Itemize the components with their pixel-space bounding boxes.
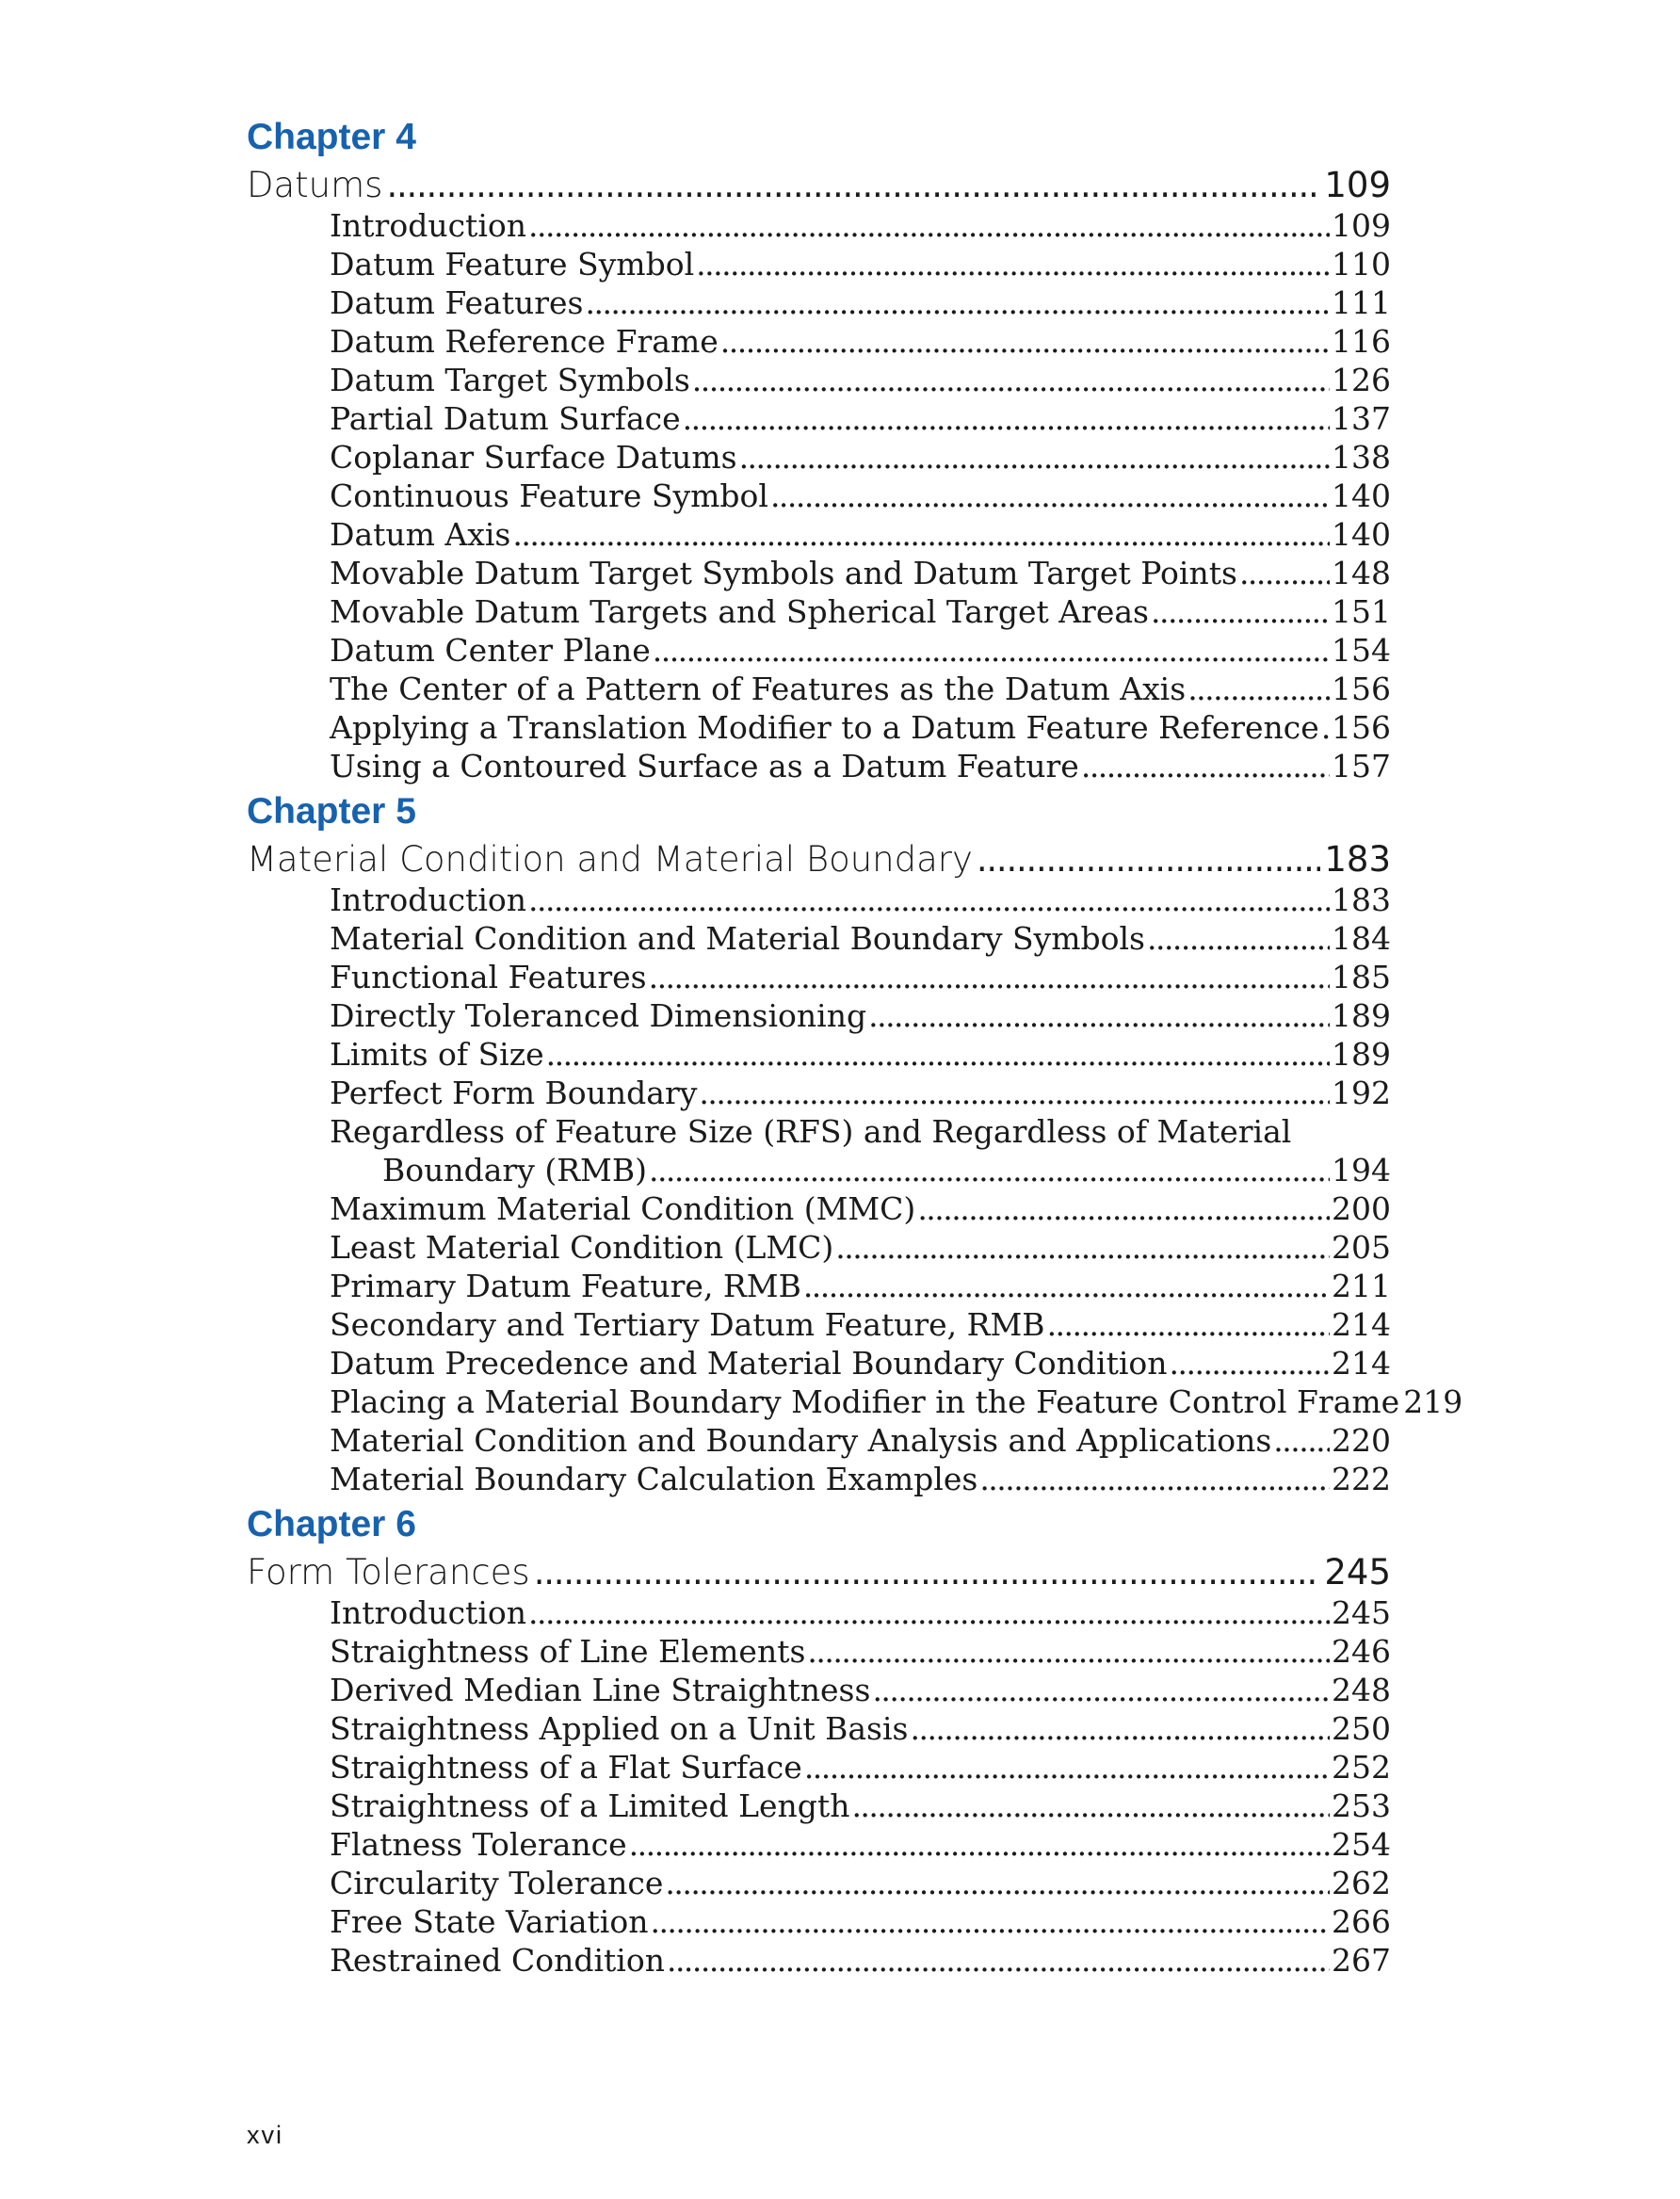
dot-leader bbox=[1151, 592, 1330, 631]
entry-title: Introduction bbox=[330, 881, 526, 918]
entry-page-number: 252 bbox=[1332, 1749, 1391, 1786]
entry-page-number: 220 bbox=[1332, 1422, 1391, 1459]
entry-title: Partial Datum Surface bbox=[330, 400, 681, 437]
entry-page-number: 250 bbox=[1332, 1710, 1391, 1747]
toc-entry[interactable] bbox=[330, 1864, 1391, 1902]
entry-title: Continuous Feature Symbol bbox=[330, 477, 768, 514]
entry-title: Material Boundary Calculation Examples bbox=[330, 1461, 978, 1497]
dot-leader bbox=[1170, 1344, 1330, 1382]
toc-entry[interactable] bbox=[330, 881, 1391, 919]
chapter-title-row[interactable] bbox=[247, 164, 1391, 206]
dot-leader bbox=[1187, 670, 1330, 708]
entry-page-number: 140 bbox=[1332, 516, 1391, 553]
entry-title: Applying a Translation Modifier to a Datum Feature Reference bbox=[330, 709, 1319, 746]
toc-entry[interactable] bbox=[330, 631, 1391, 670]
toc-entry[interactable] bbox=[330, 1709, 1391, 1748]
entry-title: The Center of a Pattern of Features as the Datum Axis bbox=[330, 671, 1187, 707]
toc-entry[interactable] bbox=[330, 1825, 1391, 1864]
toc-entry[interactable] bbox=[330, 515, 1391, 554]
entry-page-number: 211 bbox=[1332, 1268, 1391, 1304]
entry-title: Datum Features bbox=[330, 284, 584, 321]
dot-leader bbox=[868, 996, 1330, 1035]
dot-leader bbox=[683, 399, 1330, 438]
chapter-page-number: 245 bbox=[1324, 1552, 1391, 1593]
entry-title: Introduction bbox=[330, 207, 526, 244]
dot-leader bbox=[653, 631, 1330, 670]
entry-page-number: 137 bbox=[1332, 400, 1391, 437]
dot-leader bbox=[807, 1632, 1330, 1671]
toc-entry[interactable] bbox=[330, 1787, 1391, 1825]
entry-page-number: 222 bbox=[1332, 1461, 1391, 1497]
entry-title: Free State Variation bbox=[330, 1903, 649, 1940]
toc-entry[interactable] bbox=[330, 1228, 1391, 1267]
section-list bbox=[247, 206, 1391, 785]
entry-title: Introduction bbox=[330, 1594, 526, 1631]
entry-page-number: 157 bbox=[1332, 748, 1391, 784]
dot-leader bbox=[650, 1902, 1330, 1941]
toc-entry[interactable] bbox=[330, 361, 1391, 399]
entry-page-number: 246 bbox=[1332, 1633, 1391, 1670]
entry-title: Material Condition and Boundary Analysis and Applications bbox=[330, 1422, 1272, 1459]
entry-title: Datum Feature Symbol bbox=[330, 246, 695, 283]
toc-entry[interactable] bbox=[330, 283, 1391, 322]
dot-leader bbox=[667, 1941, 1330, 1980]
dot-leader bbox=[512, 515, 1330, 554]
entry-title: Coplanar Surface Datums bbox=[330, 439, 737, 476]
entry-title: Straightness of a Limited Length bbox=[330, 1787, 850, 1824]
entry-page-number: 184 bbox=[1332, 920, 1391, 957]
table-of-contents bbox=[247, 115, 1463, 1980]
entry-page-number: 254 bbox=[1332, 1826, 1391, 1863]
dot-leader bbox=[528, 1593, 1330, 1632]
toc-entry[interactable] bbox=[330, 1748, 1391, 1787]
toc-entry[interactable] bbox=[330, 1112, 1391, 1189]
dot-leader bbox=[1273, 1421, 1330, 1460]
entry-title: Secondary and Tertiary Datum Feature, RMB bbox=[330, 1306, 1045, 1343]
toc-entry[interactable] bbox=[330, 477, 1391, 515]
chapter-page-number: 109 bbox=[1324, 165, 1391, 205]
entry-continuation-row bbox=[330, 1151, 1391, 1189]
chapter-section bbox=[247, 1502, 1391, 1980]
section-list bbox=[247, 881, 1463, 1498]
dot-leader bbox=[977, 838, 1320, 881]
entry-title: Flatness Tolerance bbox=[330, 1826, 627, 1863]
entry-page-number: 219 bbox=[1403, 1383, 1463, 1420]
entry-page-number: 110 bbox=[1332, 246, 1391, 283]
entry-page-number: 205 bbox=[1332, 1229, 1391, 1266]
section-list bbox=[247, 1593, 1391, 1980]
entry-title: Circularity Tolerance bbox=[330, 1865, 664, 1901]
chapter-title: Datums bbox=[247, 165, 383, 205]
toc-entry[interactable] bbox=[330, 322, 1391, 361]
entry-title: Datum Center Plane bbox=[330, 632, 651, 669]
entry-title: Perfect Form Boundary bbox=[330, 1075, 698, 1111]
entry-title: Straightness Applied on a Unit Basis bbox=[330, 1710, 909, 1747]
entry-page-number: 189 bbox=[1332, 1036, 1391, 1073]
entry-title: Straightness of a Flat Surface bbox=[330, 1749, 802, 1786]
entry-page-number: 200 bbox=[1332, 1190, 1391, 1227]
toc-entry[interactable] bbox=[330, 1305, 1391, 1344]
toc-entry[interactable] bbox=[330, 438, 1391, 477]
entry-page-number: 138 bbox=[1332, 439, 1391, 476]
toc-entry[interactable] bbox=[330, 1941, 1391, 1980]
dot-leader bbox=[649, 1151, 1330, 1189]
dot-leader bbox=[546, 1035, 1330, 1074]
entry-title: Limits of Size bbox=[330, 1036, 544, 1073]
dot-leader bbox=[528, 206, 1330, 245]
entry-title: Primary Datum Feature, RMB bbox=[330, 1268, 801, 1304]
dot-leader bbox=[665, 1864, 1330, 1902]
dot-leader bbox=[1147, 919, 1330, 958]
toc-entry[interactable] bbox=[330, 592, 1391, 631]
toc-entry[interactable] bbox=[330, 1382, 1463, 1421]
chapter-title-row[interactable] bbox=[247, 838, 1391, 881]
toc-entry[interactable] bbox=[330, 1035, 1391, 1074]
entry-page-number: 154 bbox=[1332, 632, 1391, 669]
toc-entry[interactable] bbox=[330, 708, 1391, 747]
toc-entry[interactable] bbox=[330, 206, 1391, 245]
entry-page-number: 140 bbox=[1332, 477, 1391, 514]
entry-title: Regardless of Feature Size (RFS) and Regardless of Material bbox=[330, 1113, 1292, 1150]
entry-title: Movable Datum Target Symbols and Datum Target Points bbox=[330, 555, 1237, 591]
dot-leader bbox=[1047, 1305, 1330, 1344]
entry-page-number: 248 bbox=[1332, 1672, 1391, 1708]
chapter-label: Chapter 6 bbox=[247, 1504, 416, 1544]
entry-page-number: 214 bbox=[1332, 1345, 1391, 1382]
entry-page-number: 156 bbox=[1332, 709, 1391, 746]
entry-title: Directly Toleranced Dimensioning bbox=[330, 997, 867, 1034]
entry-page-number: 192 bbox=[1332, 1075, 1391, 1111]
entry-page-number: 151 bbox=[1332, 593, 1391, 630]
entry-title: Least Material Condition (LMC) bbox=[330, 1229, 834, 1266]
chapter-label: Chapter 5 bbox=[247, 791, 416, 832]
toc-entry[interactable] bbox=[330, 1344, 1391, 1382]
entry-page-number: 185 bbox=[1332, 959, 1391, 995]
toc-entry[interactable] bbox=[330, 670, 1391, 708]
dot-leader bbox=[720, 322, 1330, 361]
entry-page-number: 116 bbox=[1332, 323, 1391, 360]
toc-entry[interactable] bbox=[330, 1632, 1391, 1671]
dot-leader bbox=[979, 1460, 1330, 1498]
entry-page-number: 194 bbox=[1332, 1152, 1391, 1188]
entry-page-number: 266 bbox=[1332, 1903, 1391, 1940]
dot-leader bbox=[649, 958, 1330, 996]
entry-title: Datum Axis bbox=[330, 516, 511, 553]
dot-leader bbox=[696, 245, 1330, 283]
entry-page-number: 267 bbox=[1332, 1942, 1391, 1979]
entry-title: Movable Datum Targets and Spherical Target Areas bbox=[330, 593, 1149, 630]
entry-title: Straightness of Line Elements bbox=[330, 1633, 806, 1670]
dot-leader bbox=[534, 1551, 1321, 1594]
entry-page-number: 148 bbox=[1332, 555, 1391, 591]
chapter-page-number: 183 bbox=[1324, 839, 1391, 880]
chapter-label: Chapter 4 bbox=[247, 117, 416, 157]
dot-leader bbox=[692, 361, 1330, 399]
entry-title: Datum Precedence and Material Boundary Condition bbox=[330, 1345, 1168, 1382]
entry-title: Restrained Condition bbox=[330, 1942, 665, 1979]
toc-entry[interactable] bbox=[330, 1074, 1391, 1112]
dot-leader bbox=[803, 1267, 1330, 1305]
entry-title: Material Condition and Material Boundary Symbols bbox=[330, 920, 1145, 957]
dot-leader bbox=[1081, 747, 1330, 785]
entry-page-number: 262 bbox=[1332, 1865, 1391, 1901]
chapter-section bbox=[247, 115, 1391, 785]
dot-leader bbox=[386, 164, 1320, 207]
entry-page-number: 126 bbox=[1332, 362, 1391, 398]
toc-entry[interactable] bbox=[330, 1460, 1391, 1498]
entry-title: Functional Features bbox=[330, 959, 647, 995]
toc-entry[interactable] bbox=[330, 1421, 1391, 1460]
entry-page-number: 253 bbox=[1332, 1787, 1391, 1824]
entry-title: Datum Reference Frame bbox=[330, 323, 719, 360]
dot-leader bbox=[1321, 708, 1330, 747]
dot-leader bbox=[528, 881, 1330, 919]
entry-title: Maximum Material Condition (MMC) bbox=[330, 1190, 916, 1227]
toc-entry[interactable] bbox=[330, 1593, 1391, 1632]
dot-leader bbox=[910, 1709, 1330, 1748]
chapter-title: Form Tolerances bbox=[247, 1552, 530, 1593]
toc-entry[interactable] bbox=[330, 245, 1391, 283]
toc-entry[interactable] bbox=[330, 1189, 1391, 1228]
chapter-title: Material Condition and Material Boundary bbox=[247, 839, 973, 880]
dot-leader bbox=[1239, 554, 1330, 592]
toc-entry[interactable] bbox=[330, 996, 1391, 1035]
toc-entry[interactable] bbox=[330, 919, 1391, 958]
entry-page-number: 156 bbox=[1332, 671, 1391, 707]
dot-leader bbox=[835, 1228, 1330, 1267]
entry-page-number: 183 bbox=[1332, 881, 1391, 918]
entry-page-number: 245 bbox=[1332, 1594, 1391, 1631]
chapter-section bbox=[247, 789, 1463, 1498]
entry-page-number: 111 bbox=[1332, 284, 1391, 321]
entry-page-number: 189 bbox=[1332, 997, 1391, 1034]
toc-entry[interactable] bbox=[330, 1671, 1391, 1709]
entry-page-number: 109 bbox=[1332, 207, 1391, 244]
dot-leader bbox=[851, 1787, 1330, 1825]
toc-entry[interactable] bbox=[330, 958, 1391, 996]
dot-leader bbox=[770, 477, 1330, 515]
toc-entry[interactable] bbox=[330, 554, 1391, 592]
toc-entry[interactable] bbox=[330, 1267, 1391, 1305]
toc-entry[interactable] bbox=[330, 399, 1391, 438]
dot-leader bbox=[739, 438, 1330, 477]
entry-title: Placing a Material Boundary Modifier in the Feature Control Frame bbox=[330, 1383, 1400, 1420]
page-number-folio: xvi bbox=[247, 2121, 283, 2149]
dot-leader bbox=[804, 1748, 1330, 1787]
dot-leader bbox=[872, 1671, 1330, 1709]
chapter-title-row[interactable] bbox=[247, 1551, 1391, 1593]
toc-entry[interactable] bbox=[330, 747, 1391, 785]
entry-title: Using a Contoured Surface as a Datum Feature bbox=[330, 748, 1079, 784]
dot-leader bbox=[585, 283, 1330, 322]
entry-title: Datum Target Symbols bbox=[330, 362, 690, 398]
toc-entry[interactable] bbox=[330, 1902, 1391, 1941]
entry-title-continued: Boundary (RMB) bbox=[382, 1152, 647, 1188]
dot-leader bbox=[629, 1825, 1330, 1864]
dot-leader bbox=[699, 1074, 1330, 1112]
entry-page-number: 214 bbox=[1332, 1306, 1391, 1343]
dot-leader bbox=[917, 1189, 1330, 1228]
entry-title: Derived Median Line Straightness bbox=[330, 1672, 871, 1708]
